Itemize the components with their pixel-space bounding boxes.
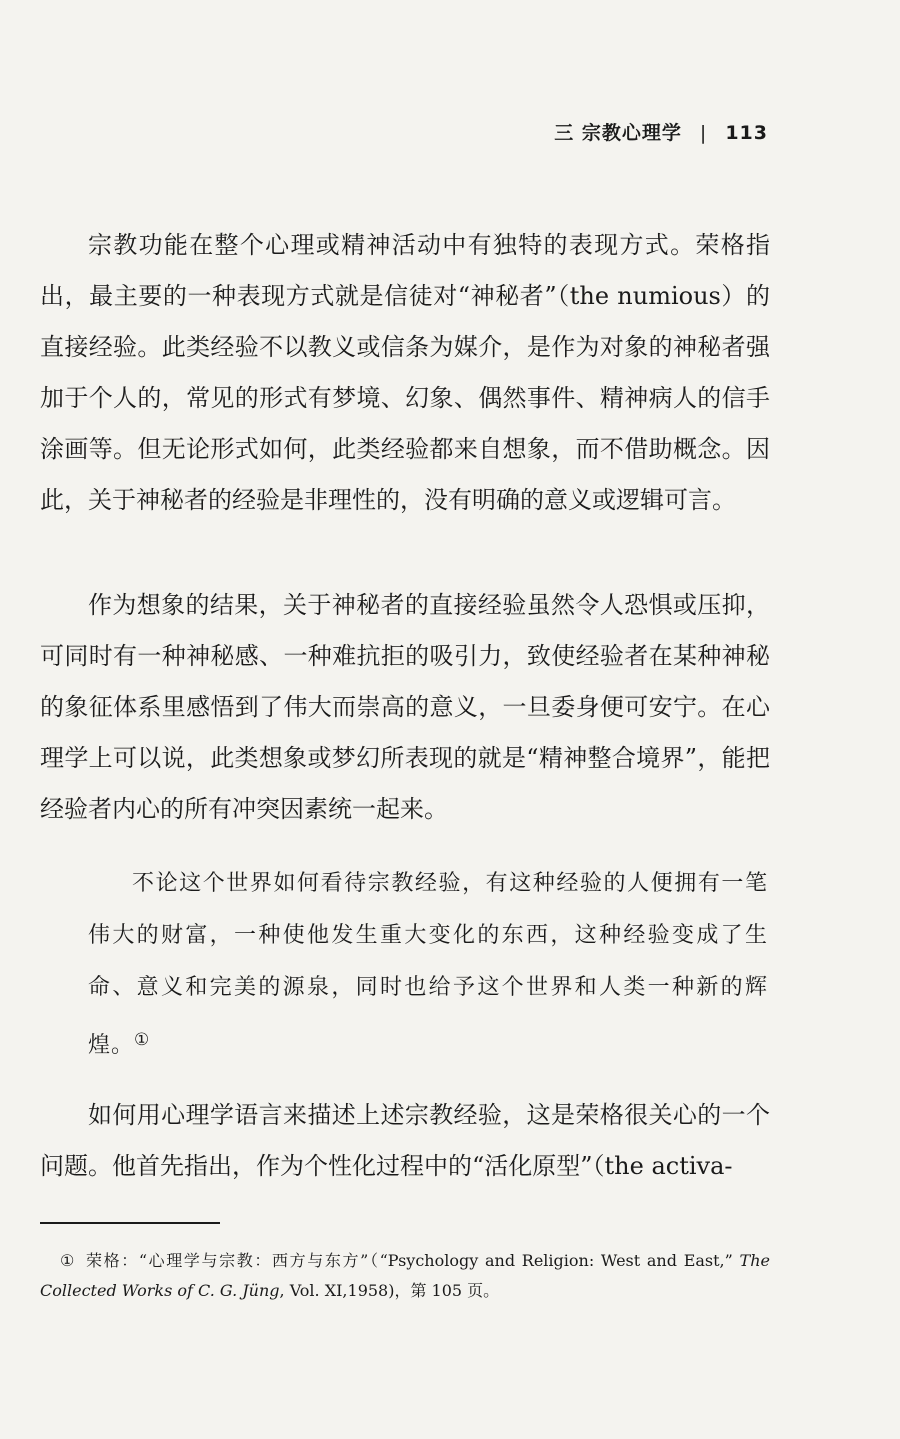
block-quote (88, 858, 768, 1072)
running-header (554, 118, 768, 145)
footnote-reference: ① (134, 1030, 151, 1050)
paragraph-2: 作为想象的结果，关于神秘者的直接经验虽然令人恐惧或压抑，可同时有一种神秘感、一种难抗拒的吸引力，致使经验者在某种神秘的象征体系里感悟到了伟大而崇高的意义，一旦委身便可安宁。在心理学上可以说，此类想象或梦幻所表现的就是“精神整合境界”，能把经验者内心的所有冲突因素统一起来。 (40, 591, 770, 823)
footnote-work-title: The Collected Works of C. G. Jüng (40, 1251, 770, 1300)
footnote-number: ① (60, 1251, 76, 1270)
paragraph-3: 如何用心理学语言来描述上述宗教经验，这是荣格很关心的一个问题。他首先指出，作为个性化过程中的“活化原型”（the activa- (40, 1101, 770, 1180)
footnote (40, 1246, 770, 1306)
page-number: 113 (725, 122, 768, 144)
header-divider: | (699, 122, 708, 144)
chapter-title: 三 宗教心理学 (554, 122, 682, 144)
footnote-text-a: 荣格：“心理学与宗教：西方与东方”（“Psychology and Religion: West and East,” (85, 1251, 733, 1270)
block-quote-text: 不论这个世界如何看待宗教经验，有这种经验的人便拥有一笔伟大的财富，一种使他发生重大变化的东西，这种经验变成了生命、意义和完美的源泉，同时也给予这个世界和人类一种新的辉煌。 (88, 871, 768, 1058)
paragraph-1: 宗教功能在整个心理或精神活动中有独特的表现方式。荣格指出，最主要的一种表现方式就是信徒对“神秘者”（the numious）的直接经验。此类经验不以教义或信条为媒介，是作为对象的神秘者强加于个人的，常见的形式有梦境、幻象、偶然事件、精神病人的信手涂画等。但无论形式如何，此类经验都来自想象，而不借助概念。因此，关于神秘者的经验是非理性的，没有明确的意义或逻辑可言。 (40, 231, 770, 514)
footnote-divider (40, 1222, 220, 1224)
footnote-text-b: , Vol. XI,1958)，第 105 页。 (279, 1281, 500, 1300)
